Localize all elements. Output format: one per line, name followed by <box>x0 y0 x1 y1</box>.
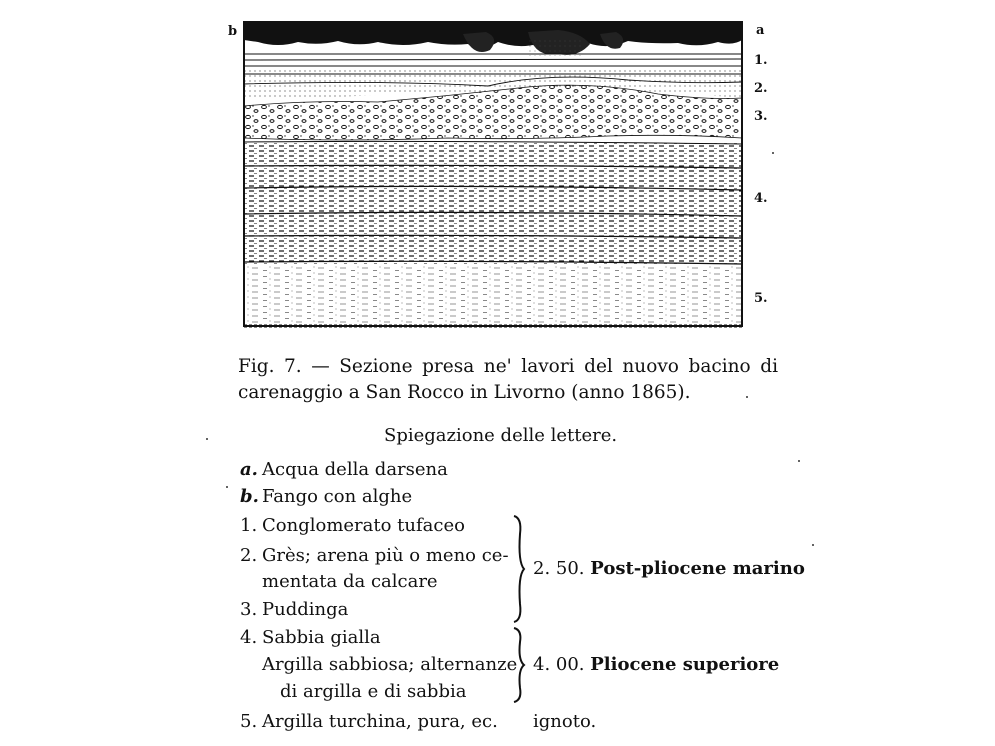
legend-item <box>240 708 498 735</box>
legend-item <box>240 483 412 510</box>
legend-text: di argilla e di sabbia <box>280 681 467 702</box>
scan-speck <box>226 486 228 488</box>
figure-label-b: b <box>228 24 238 39</box>
scan-speck <box>772 152 774 154</box>
group-desc: ignoto. <box>533 711 597 732</box>
group-desc: Post-pliocene marino <box>590 558 805 579</box>
section-figure <box>228 14 770 334</box>
legend-item <box>240 568 438 595</box>
section-diagram <box>228 14 770 334</box>
figure-label-1: 1. <box>754 53 768 68</box>
legend-text: Grès; arena più o meno ce- <box>262 545 509 566</box>
legend-item <box>240 651 517 678</box>
caption-line-1: Fig. 7. — Sezione presa ne' lavori del nuovo bacino di <box>238 356 778 377</box>
legend-item <box>240 624 381 651</box>
legend-text: Argilla turchina, pura, ec. <box>262 711 498 732</box>
figure-label-5: 5. <box>754 291 768 306</box>
figure-label-4: 4. <box>754 191 768 206</box>
legend-key: 1. <box>240 515 258 536</box>
legend-key: a. <box>240 459 258 480</box>
legend-item <box>240 512 465 539</box>
group-pliocene <box>533 651 779 678</box>
legend-key: 5. <box>240 711 258 732</box>
legend-item <box>240 678 466 705</box>
figure-label-3: 3. <box>754 109 768 124</box>
legend-heading: Spiegazione delle lettere. <box>384 425 618 446</box>
scan-speck <box>746 396 748 398</box>
legend-key: 2. <box>240 545 258 566</box>
legend-text: Conglomerato tufaceo <box>262 515 465 536</box>
legend-text: Fango con alghe <box>262 486 413 507</box>
figure-label-2: 2. <box>754 81 768 96</box>
caption-line-2: carenaggio a San Rocco in Livorno (anno 1865). <box>238 382 691 403</box>
group-value: 4. 00. <box>533 654 585 675</box>
group-desc: Pliocene superiore <box>590 654 780 675</box>
legend-item <box>240 542 509 569</box>
scan-speck <box>812 544 814 546</box>
legend-key: 4. <box>240 627 258 648</box>
legend-key: 3. <box>240 599 258 620</box>
brace-icon <box>510 626 526 704</box>
legend-key: b. <box>240 486 259 507</box>
figure-label-a: a <box>756 23 765 38</box>
scan-speck <box>798 460 800 462</box>
scan-speck <box>206 438 208 440</box>
brace-icon <box>510 514 526 624</box>
legend-text: Sabbia gialla <box>262 627 381 648</box>
legend-item <box>240 456 448 483</box>
legend-text: Acqua della darsena <box>262 459 448 480</box>
legend-item <box>240 596 348 623</box>
figure-caption <box>238 354 778 406</box>
legend-text: Argilla sabbiosa; alternanze <box>262 654 518 675</box>
group-post-pliocene <box>533 555 805 582</box>
group-value: 2. 50. <box>533 558 585 579</box>
legend-text: Puddinga <box>262 599 349 620</box>
group-unknown <box>533 708 596 735</box>
legend-text: mentata da calcare <box>262 571 438 592</box>
